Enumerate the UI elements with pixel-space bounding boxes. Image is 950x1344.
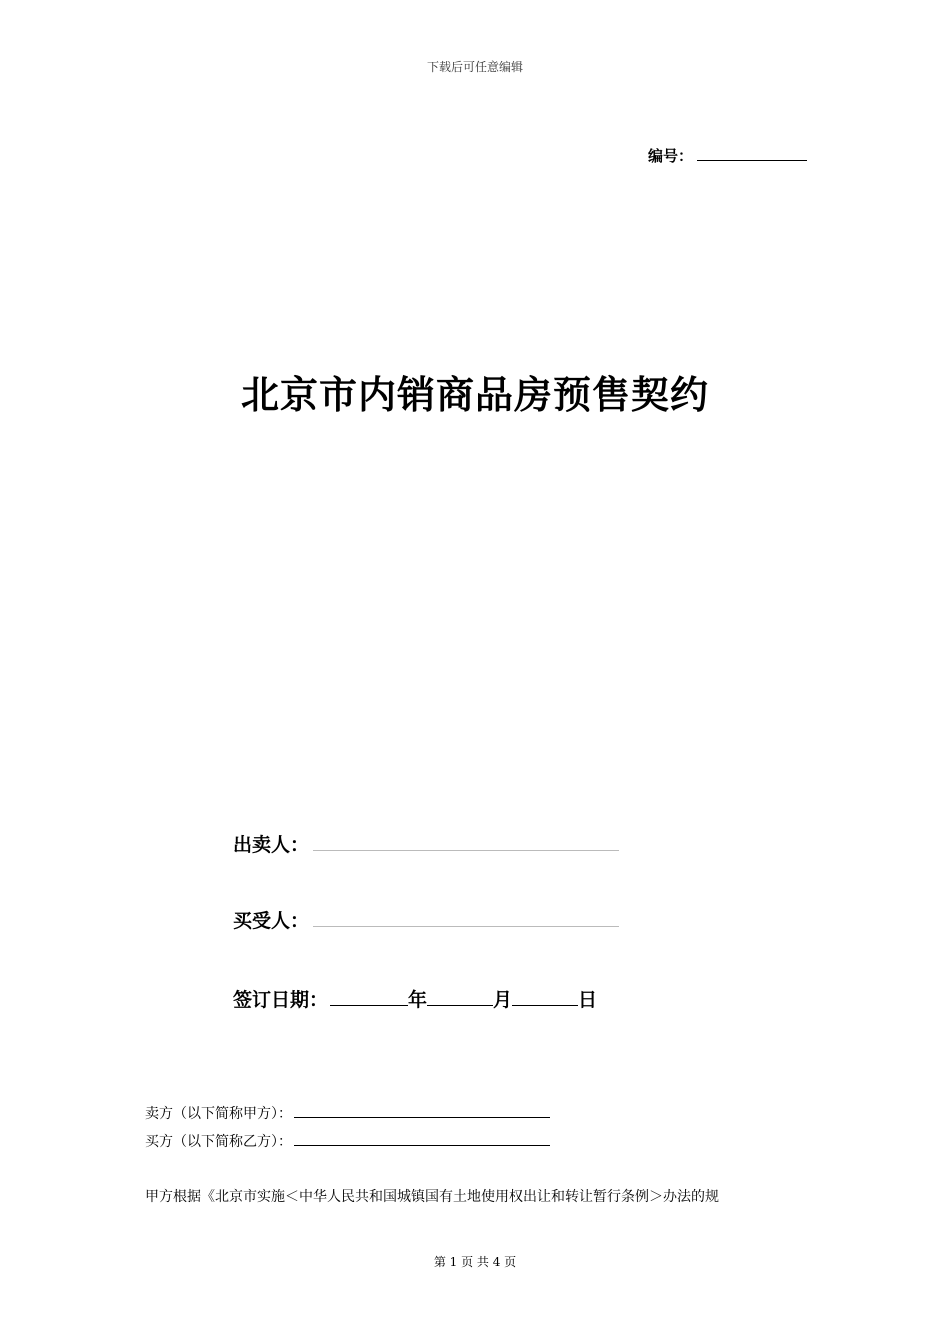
buyer-label: 买受人：: [233, 910, 310, 932]
page-footer: 第 1 页 共 4 页: [433, 1255, 517, 1269]
serial-number-field: [648, 145, 807, 166]
day-label: 日: [578, 989, 598, 1011]
signing-date-field: [233, 985, 597, 1012]
party-a-blank[interactable]: [294, 1105, 550, 1118]
seller-blank[interactable]: [313, 834, 619, 851]
buyer-field: [233, 906, 619, 933]
day-blank[interactable]: [512, 987, 578, 1006]
serial-number-blank[interactable]: [697, 148, 807, 161]
party-b-label: 买方（以下简称乙方）：: [145, 1134, 292, 1150]
seller-label: 出卖人：: [233, 834, 310, 856]
buyer-blank[interactable]: [313, 910, 619, 927]
month-label: 月: [493, 989, 513, 1011]
document-title: 北京市内销商品房预售契约: [240, 373, 709, 417]
body-paragraph: 甲方根据《北京市实施＜中华人民共和国城镇国有土地使用权出让和转让暂行条例＞办法的规: [145, 1189, 719, 1205]
party-b-line: [145, 1131, 550, 1151]
year-label: 年: [408, 989, 428, 1011]
month-blank[interactable]: [427, 987, 493, 1006]
page-header-note: 下载后可任意编辑: [426, 60, 523, 74]
seller-field: [233, 830, 619, 857]
year-blank[interactable]: [330, 987, 408, 1006]
serial-number-label: 编号：: [648, 147, 694, 165]
signing-date-label: 签订日期：: [233, 989, 329, 1011]
party-a-line: [145, 1103, 550, 1123]
party-a-label: 卖方（以下简称甲方）：: [145, 1106, 292, 1122]
party-b-blank[interactable]: [294, 1133, 550, 1146]
